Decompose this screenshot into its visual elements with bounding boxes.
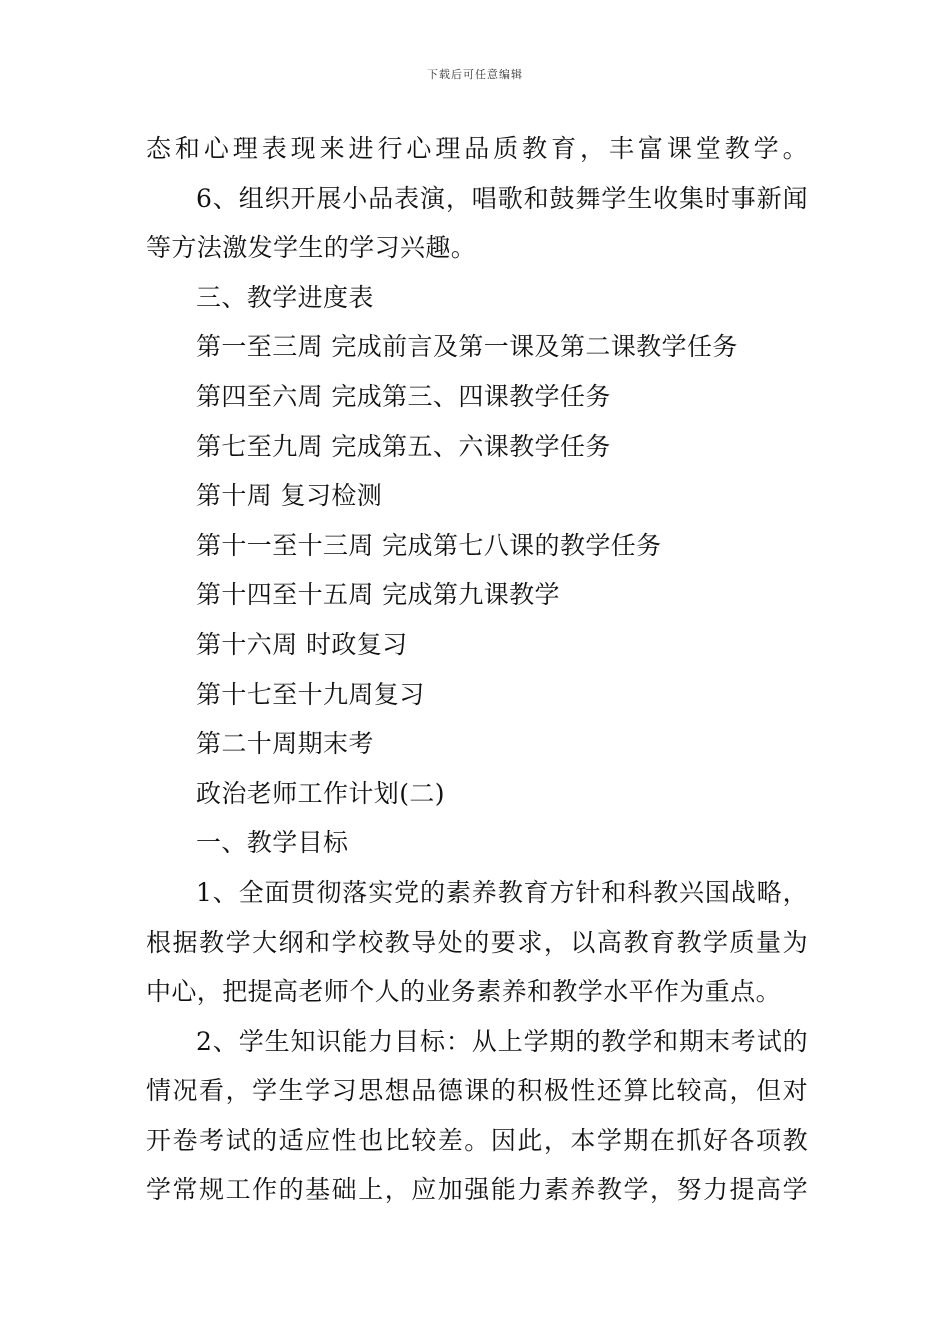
- document-body: [146, 124, 808, 1215]
- schedule-line: 第十一至十三周 完成第七八课的教学任务: [196, 530, 662, 560]
- paragraph-line: 1、全面贯彻落实党的素养教育方针和科教兴国战略，: [196, 877, 808, 907]
- paragraph-line: 学常规工作的基础上，应加强能力素养教学，努力提高学: [146, 1175, 808, 1205]
- paragraph-line: 根据教学大纲和学校教导处的要求，以高教育教学质量为: [146, 927, 808, 957]
- schedule-line: 第二十周期末考: [196, 729, 374, 759]
- document-title: 政治老师工作计划(二): [196, 778, 445, 808]
- paragraph-line: 态和心理表现来进行心理品质教育，丰富课堂教学。: [146, 134, 808, 163]
- schedule-line: 第十周 复习检测: [196, 481, 383, 511]
- paragraph-line: 6、组织开展小品表演，唱歌和鼓舞学生收集时事新闻: [196, 183, 808, 213]
- paragraph-line: 情况看，学生学习思想品德课的积极性还算比较高，但对: [146, 1076, 808, 1106]
- schedule-line: 第十七至十九周复习: [196, 679, 425, 709]
- page-header-note: 下载后可任意编辑: [427, 68, 523, 81]
- paragraph-line: 2、学生知识能力目标：从上学期的教学和期末考试的: [196, 1026, 808, 1056]
- schedule-line: 第一至三周 完成前言及第一课及第二课教学任务: [196, 332, 738, 362]
- paragraph-line: 中心，把提高老师个人的业务素养和教学水平作为重点。: [146, 977, 782, 1007]
- schedule-line: 第四至六周 完成第三、四课教学任务: [196, 381, 611, 411]
- paragraph-line: 开卷考试的适应性也比较差。因此，本学期在抓好各项教: [146, 1125, 808, 1155]
- section-heading: 一、教学目标: [196, 828, 349, 858]
- schedule-line: 第十四至十五周 完成第九课教学: [196, 580, 560, 610]
- schedule-line: 第十六周 时政复习: [196, 629, 408, 659]
- schedule-line: 第七至九周 完成第五、六课教学任务: [196, 431, 611, 461]
- section-heading: 三、教学进度表: [196, 282, 374, 312]
- paragraph-line: 等方法激发学生的学习兴趣。: [146, 233, 477, 263]
